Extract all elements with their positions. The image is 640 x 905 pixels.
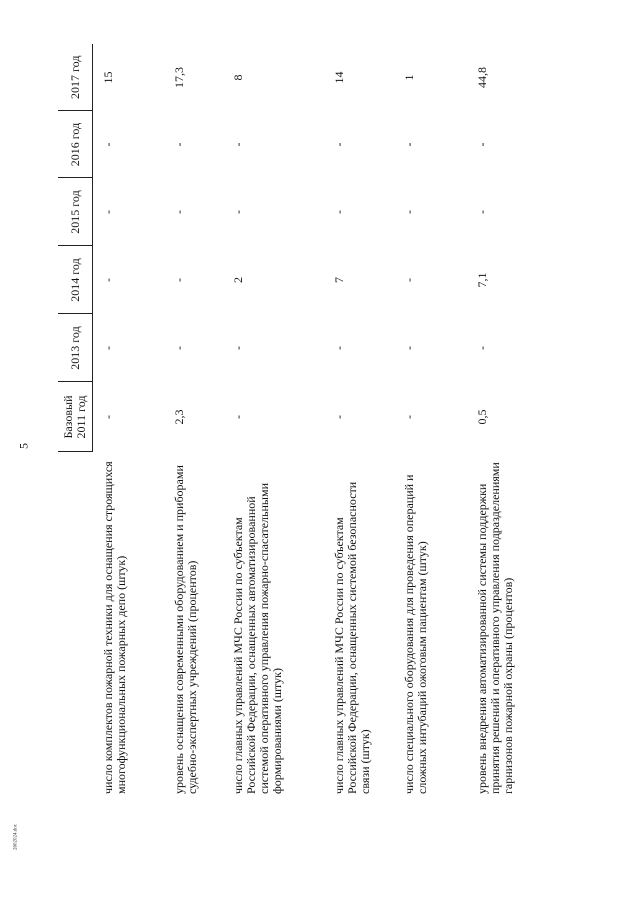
value-cell: -	[172, 210, 186, 214]
table-row	[171, 44, 230, 848]
header-base-2011: Базовый 2011 год	[58, 382, 93, 452]
value-cell: -	[172, 278, 186, 282]
value-cell: -	[402, 278, 416, 282]
value-cell: -	[402, 210, 416, 214]
value-cell: 7,1	[475, 272, 489, 288]
value-cell: 1	[402, 74, 416, 81]
indicator-cell: число комплектов пожарной техники для оснащения строящихся многофункциональных пожарных депо (штук)	[100, 461, 128, 794]
value-cell: -	[402, 142, 416, 147]
value-cell: -	[402, 415, 416, 419]
value-cell: -	[231, 210, 245, 214]
value-cell: -	[475, 346, 489, 350]
table-row	[401, 44, 474, 848]
indicator-cell: число главных управлений МЧС России по субъектам Российской Федерации, оснащенных системой безопасности связи (штук)	[332, 481, 372, 794]
table-row	[331, 44, 401, 848]
document-id: 2602024.doc	[13, 824, 19, 850]
value-cell: -	[332, 142, 346, 147]
table-row	[93, 44, 172, 848]
indicator-cell: уровень оснащения современными оборудованием и приборами судебно-экспертных учреждений (процентов)	[172, 465, 199, 794]
header-2015: 2015 год	[58, 178, 93, 246]
header-2014: 2014 год	[58, 246, 93, 314]
indicator-cell: уровень внедрения автоматизированной системы поддержки принятия решений и оперативного управления подразделениями гарнизонов пожарной охраны (процентов)	[475, 462, 515, 794]
value-cell: -	[475, 142, 489, 147]
table-header-row	[58, 44, 93, 848]
value-cell: 2,3	[172, 409, 186, 425]
value-cell: -	[101, 346, 115, 350]
value-cell: -	[231, 142, 245, 147]
value-cell: -	[172, 142, 186, 147]
table-row	[474, 44, 544, 848]
value-cell: 8	[231, 74, 245, 81]
page-number: 5	[16, 443, 31, 449]
value-cell: -	[231, 346, 245, 350]
value-cell: 44,8	[475, 67, 489, 88]
header-indicator	[58, 452, 93, 848]
value-cell: -	[332, 415, 346, 419]
indicators-table	[58, 44, 544, 848]
value-cell: 17,3	[172, 67, 186, 88]
value-cell: 15	[101, 71, 115, 84]
value-cell: -	[332, 346, 346, 350]
value-cell: -	[101, 210, 115, 214]
value-cell: 2	[231, 277, 245, 283]
value-cell: -	[475, 210, 489, 214]
rotated-page-content	[58, 44, 598, 848]
header-2017: 2017 год	[58, 44, 93, 111]
table-row	[230, 44, 331, 848]
header-2013: 2013 год	[58, 314, 93, 382]
value-cell: 14	[332, 71, 346, 84]
value-cell: -	[172, 346, 186, 350]
header-2016: 2016 год	[58, 111, 93, 178]
value-cell: -	[101, 278, 115, 282]
value-cell: -	[231, 415, 245, 419]
value-cell: 7	[332, 277, 346, 283]
value-cell: 0,5	[475, 409, 489, 425]
value-cell: -	[101, 142, 115, 147]
value-cell: -	[101, 415, 115, 419]
indicator-cell: число главных управлений МЧС России по субъектам Российской Федерации, оснащенных автоматизированной системой оперативного управления пожарно-спасательными формированиями (штук)	[231, 483, 284, 794]
value-cell: -	[332, 210, 346, 214]
indicator-cell: число специального оборудования для проведения операций и сложных интубаций ожоговым пациентам (штук)	[402, 474, 429, 794]
value-cell: -	[402, 346, 416, 350]
